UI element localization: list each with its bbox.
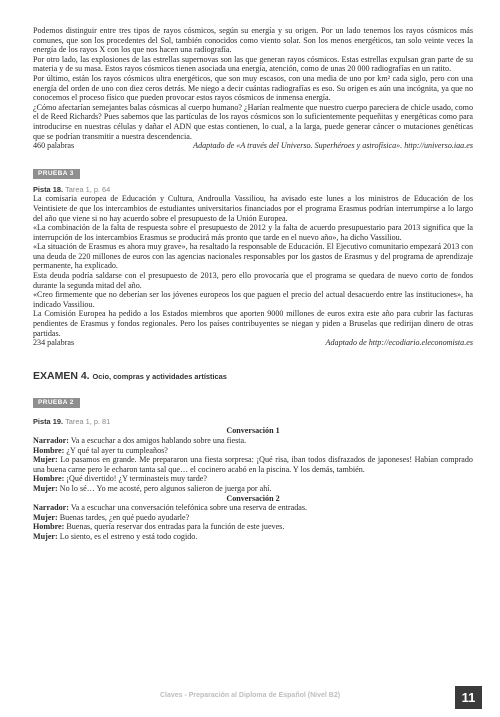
source-line [33,338,473,348]
paragraph: Por último, están los rayos cósmicos ultra energéticos, que son muy escasos, con una media de uno por km² cada siglo, pero con una energía del orden de uno con diez ceros detrás. Me niego a decir cuántas radiografías es eso. Su origen es aún una incógnita, ya que no conocemos el proceso físico que pueden provocar estos rayos cósmicos de inmensa energía. [33,73,473,103]
line-text: Buenas, quería reservar dos entradas para la función de este jueves. [66,522,285,532]
dialogue-line [33,513,473,523]
speaker: Mujer: [33,455,58,465]
exam-subtitle: Ocio, compras y actividades artísticas [92,371,227,381]
speaker: Mujer: [33,483,58,493]
dialogue-line [33,532,473,542]
conversation-title: Conversación 1 [226,426,280,436]
dialogue-line [33,474,473,484]
line-text: ¡Qué divertido! ¿Y terminasteis muy tarde? [66,474,207,484]
line-text: Lo pasamos en grande. Me prepararon una fiesta sorpresa: ¡Qué risa, iban todos disfrazados de japoneses! Habían comprado una buena carne pero le echaron tanta sal que… el cocinero acabó en la piscina. Y los demás, también. [33,455,473,474]
dialogue [33,436,473,494]
dialogue-line [33,436,473,446]
line-text: Va a escuchar una conversación telefónica sobre una reserva de entradas. [70,503,308,513]
track-heading [33,417,473,427]
word-count: 234 palabras [33,338,75,348]
speaker: Narrador: [33,436,69,445]
paragraph: Esta deuda podría saldarse con el presupuesto de 2013, pero ello provocaría que el programa se quedara de nuevo corto de fondos durante la segunda mitad del año. [33,271,473,290]
paragraph: Podemos distinguir entre tres tipos de rayos cósmicos, según su energía y su origen. Por un lado tenemos los rayos cósmicos más comunes, que son los procedentes del Sol, también conocidos como viento solar. Son los menos energéticos, tan solo veinte veces la energía de los rayos X con los que nos hacen una radiografía. [33,26,473,55]
speaker: Mujer: [33,531,58,541]
dialogue-line [33,522,473,532]
line-text: No lo sé… Yo me acosté, pero algunos salieron de juerga por ahí. [59,483,272,493]
source-line [33,141,473,151]
paragraph: La Comisión Europea ha pedido a los Estados miembros que aporten 9000 millones de euros extra este año para cubrir las facturas pendientes de Erasmus y fondos regionales. Pero los países contribuyentes se niegan y piden a Bruselas que redirijan dinero de otras partidas. [33,309,473,338]
paragraph: La comisaria europea de Educación y Cultura, Androulla Vassiliou, ha avisado este lunes a los ministros de Educación de los Veintisiete de que los intercambios de estudiantes universitarios financiados por el programa Erasmus podrían interrumpirse a lo largo del año que viene si no hay acuerdo sobre el presupuesto de la Unión Europea. [33,194,473,223]
dialogue-line [33,455,473,474]
prueba-badge: PRUEBA 3 [33,169,80,179]
source-citation: Adaptado de http://ecodiario.eleconomista.es [325,338,473,348]
speaker: Narrador: [33,503,69,513]
speaker: Mujer: [33,512,58,522]
paragraph: «La situación de Erasmus es ahora muy grave», ha resaltado la responsable de Educación. El Ejecutivo comunitario empezará 2013 con una deuda de 220 millones de euros con las agencias nacionales responsables por los gastos de Erasmus y del programa de aprendizaje permanente, ha explicado. [33,242,473,271]
exam-heading [33,370,473,383]
exam-title: EXAMEN 4. [33,369,90,382]
track-label: Pista 19. [33,416,63,426]
paragraph: Por otro lado, las explosiones de las estrellas supernovas son las que generan rayos cósmicos. Estas estrellas expulsan gran parte de su materia y de su masa. Estos rayos cósmicos tienen asociada una energía, atención, como de unas 20 000 radiografías en un ratito. [33,54,473,74]
line-text: Buenas tardes, ¿en qué puedo ayudarle? [59,512,190,522]
speaker: Hombre: [33,445,65,455]
conversation-title: Conversación 2 [226,493,280,503]
paragraph: ¿Cómo afectarían semejantes balas cósmicas al cuerpo humano? ¿Harían realmente que nuestro cuerpo pareciera de chicle usado, como el de Reed Richards? Pues sabemos que las partículas de los rayos cósmicos son lo suficientemente pequeñitas y energéticas como para introducirse en nuestras células y dañar el ADN que estas contienen, lo cual, a la larga, puede generar cáncer o mutaciones genéticas que se podrían transmitir a nuestra descendencia. [33,102,473,141]
page-footer: Claves - Preparación al Diploma de Español (Nivel B2) [159,692,341,699]
prueba-badge: PRUEBA 2 [33,398,80,408]
speaker: Hombre: [33,474,65,484]
page-content [33,26,473,542]
dialogue-line [33,484,473,494]
speaker: Hombre: [33,522,65,532]
track-heading [33,185,473,195]
line-text: Va a escuchar a dos amigos hablando sobre una fiesta. [70,436,247,445]
dialogue [33,503,473,541]
line-text: Lo siento, es el estreno y está todo cogido. [59,531,198,541]
track-reference: Tarea 1, p. 64 [65,184,111,194]
line-text: ¿Y qué tal ayer tu cumpleaños? [66,445,168,455]
track-label: Pista 18. [33,184,63,194]
track-reference: Tarea 1, p. 81 [65,416,111,426]
page-number: 11 [455,686,482,709]
paragraph: «Creo firmemente que no deberían ser los jóvenes europeos los que paguen el precio del actual desacuerdo entre las instituciones», ha indicado Vassiliou. [33,290,473,309]
dialogue-line [33,446,473,456]
word-count: 460 palabras [33,141,75,151]
dialogue-line [33,503,473,513]
paragraph: «La combinación de la falta de respuesta sobre el presupuesto de 2012 y la falta de acuerdo presupuestario para 2013 significa que la interrupción de los intercambios Erasmus se producirá más pronto que tarde en el nuevo año», ha dicho Vassiliou. [33,223,473,242]
source-citation: Adaptado de «A través del Universo. Superhéroes y astrofísica». http://universo.iaa.es [193,141,473,151]
